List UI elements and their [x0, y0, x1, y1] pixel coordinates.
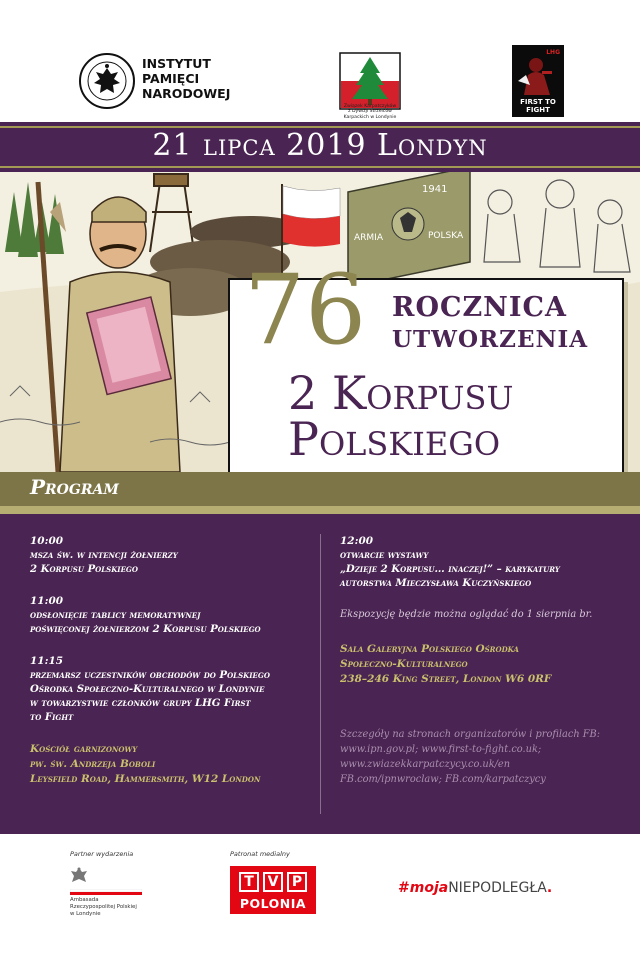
event-1100 — [30, 594, 312, 636]
place-line: Społeczno-Kulturalnego — [340, 658, 468, 670]
embassy-flag-stripe-icon — [70, 889, 142, 895]
program-panel — [0, 514, 640, 834]
place-line: Sala Galeryjna Polskiego Ośrodka — [340, 643, 519, 655]
mn-niepodlegla: NIEPODLEGŁA — [448, 880, 547, 896]
anniversary-number: 76 — [244, 254, 367, 366]
title-utworzenia: UTWORZENIA — [392, 326, 589, 353]
embassy-line: Ambasada — [70, 897, 99, 903]
ipn-line2: PAMIĘCI — [142, 71, 200, 86]
details-line: Szczegóły na stronach organizatorów i profilach FB: — [340, 729, 601, 740]
ipn-name — [142, 56, 230, 101]
place-line: Kościół garnizonowy — [30, 743, 138, 755]
event-time: 10:00 — [30, 535, 64, 547]
details-link[interactable]: www.ipn.gov.pl; www.first-to-fight.co.uk; — [340, 744, 542, 755]
zwiazek-karpatczykow-text — [328, 104, 412, 120]
title-korpusu: 2 Korpusu — [288, 366, 514, 420]
date-text: 21 lipca 2019 Londyn — [152, 128, 488, 163]
mn-hash: # — [398, 880, 410, 896]
ftf-tag: LHG — [546, 49, 560, 56]
embassy-line: w Londynie — [70, 911, 101, 917]
title-rocznica: ROCZNICA — [392, 292, 567, 323]
tvp-letter: P — [287, 872, 307, 892]
event-time: 11:15 — [30, 655, 64, 667]
event-title-line: odsłonięcie tablicy memoratywnej — [30, 609, 201, 621]
program-right-column — [340, 534, 620, 787]
place-line: 238–246 King Street, London W6 0RF — [340, 673, 552, 685]
first-to-fight-logo — [512, 45, 564, 117]
event-1000 — [30, 534, 312, 576]
tvp-polonia-text: POLONIA — [239, 896, 307, 911]
event-time: 11:00 — [30, 595, 64, 607]
banner-right-text: POLSKA — [428, 231, 464, 241]
zk-line2: z Dywizji Strzelców — [348, 109, 392, 115]
event-title-line: 2 Korpusu Polskiego — [30, 563, 138, 575]
banner-year: 1941 — [422, 184, 448, 195]
title-polskiego: Polskiego — [288, 412, 501, 466]
gallery-location — [340, 642, 620, 687]
tvp-letter: V — [263, 872, 283, 892]
event-title-line: „Dzieje 2 Korpusu… inaczej!” – karykatury — [340, 563, 560, 575]
event-title-line: w towarzystwie członków grupy LHG First — [30, 697, 251, 709]
ipn-line3: NARODOWEJ — [142, 86, 231, 101]
date-banner — [0, 122, 640, 172]
event-title-line: msza św. w intencji żołnierzy — [30, 549, 178, 561]
partner-label: Partner wydarzenia — [70, 850, 134, 858]
divider-stripe — [0, 506, 640, 514]
program-left-column — [30, 534, 312, 787]
anniversary-title-box — [228, 254, 624, 474]
event-time: 12:00 — [340, 535, 374, 547]
media-patron-label: Patronat medialny — [230, 850, 290, 858]
embassy-name — [70, 897, 137, 918]
church-location — [30, 742, 312, 787]
ftf-caption: FIRST TO FIGHT — [520, 98, 556, 114]
banner-left-text: ARMIA — [354, 233, 383, 243]
zk-line3: Karpackich w Londynie — [343, 114, 397, 120]
details-link[interactable]: FB.com/ipnwroclaw; FB.com/karpatczycy — [340, 774, 546, 785]
tvp-letter: T — [239, 872, 259, 892]
program-heading: Program — [30, 475, 119, 499]
ipn-logo — [78, 52, 248, 112]
moja-niepodlegla-logo — [398, 880, 552, 896]
embassy-line: Rzeczypospolitej Polskiej — [70, 904, 137, 910]
event-title-line: przemarsz uczestników obchodów do Polskiego — [30, 669, 270, 681]
place-line: Leysfield Road, Hammersmith, W12 London — [30, 773, 261, 785]
ipn-seal-icon — [78, 52, 136, 110]
organizer-details — [340, 727, 620, 787]
mn-moja: moja — [409, 880, 449, 896]
ipn-line1: INSTYTUT — [142, 56, 211, 71]
event-title-line: Ośrodka Społeczno-Kulturalnego w Londynie — [30, 683, 265, 695]
event-title-line: otwarcie wystawy — [340, 549, 429, 561]
place-line: pw. św. Andrzeja Boboli — [30, 758, 156, 770]
event-title-line: poświęconej żołnierzom 2 Korpusu Polskiego — [30, 623, 261, 635]
tvp-polonia-logo — [230, 866, 316, 914]
column-divider — [320, 534, 321, 814]
partners-footer — [0, 834, 640, 960]
event-title-line: to Fight — [30, 711, 74, 723]
event-1115 — [30, 654, 312, 724]
program-heading-band — [0, 472, 640, 506]
event-1200 — [340, 534, 620, 590]
zk-line1: Związek Karpatczyków — [343, 104, 397, 109]
exhibition-note: Ekspozycję będzie można oglądać do 1 sierpnia br. — [340, 609, 593, 620]
white-eagle-icon — [70, 866, 88, 886]
header-logos — [0, 0, 640, 122]
details-link[interactable]: www.zwiazekkarpatczycy.co.uk/en — [340, 759, 511, 770]
event-title-line: autorstwa Mieczysława Kuczyńskiego — [340, 577, 532, 589]
mn-dot: . — [546, 880, 553, 896]
